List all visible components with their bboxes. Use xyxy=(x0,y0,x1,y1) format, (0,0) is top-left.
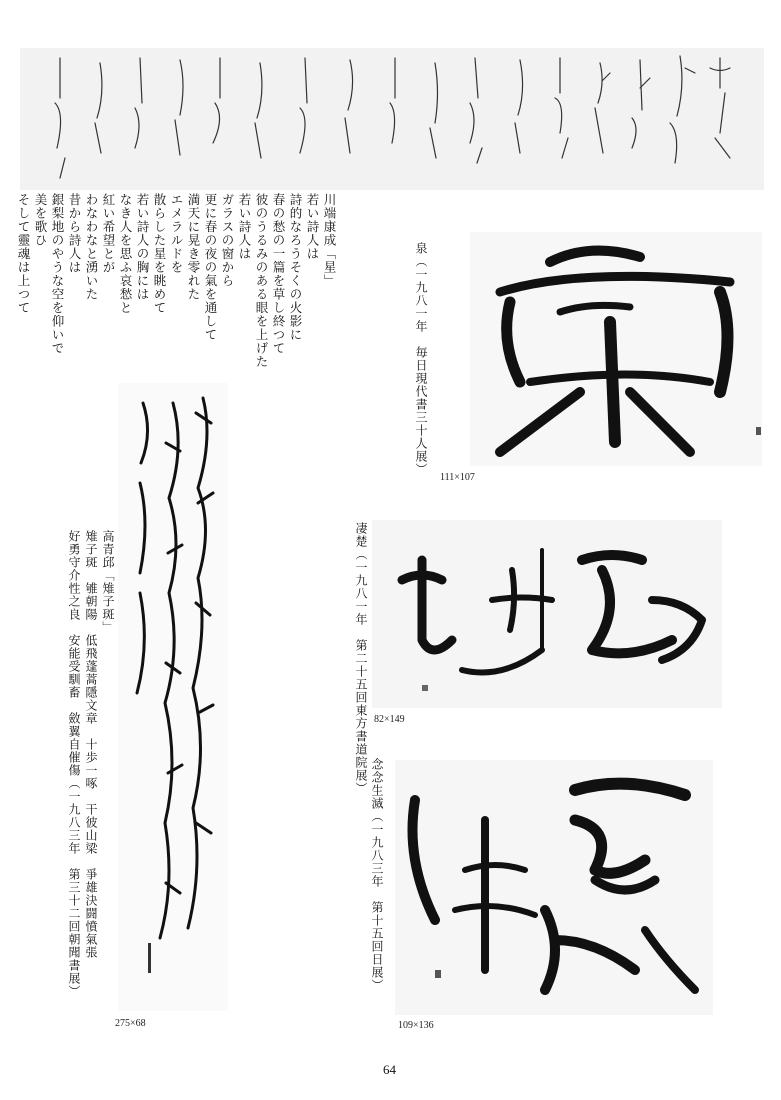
izumi-strokes xyxy=(470,232,762,466)
nennen-calligraphy-image xyxy=(395,760,713,1015)
izumi-caption: 泉（一九八一年 毎日現代書三十人展） xyxy=(414,242,428,476)
takamura-caption-line: 雉子斑 雊朝陽 低飛蓬蒿隱文章 十歩一啄 干彼山梁 爭雄決闘憤氣張 xyxy=(84,530,98,959)
izumi-calligraphy-image xyxy=(470,232,762,466)
seiso-calligraphy-image xyxy=(372,520,722,708)
poem-line: そして靈魂は上つて xyxy=(16,193,31,315)
poem-line: 更に春の夜の氣を通して xyxy=(203,193,218,342)
poem-line: 昔から詩人は xyxy=(67,193,82,274)
nennen-size: 109×136 xyxy=(398,1020,434,1031)
takamura-caption-line: 好勇守介性之良 安能受馴畜 斂翼自催傷（一九八三年 第三十二回朝聞書展） xyxy=(67,530,81,998)
takamura-caption-block xyxy=(65,530,116,998)
poem-author-title: 川端康成「星」 xyxy=(322,193,337,288)
poem-line: エメラルドを xyxy=(169,193,184,274)
izumi-size: 111×107 xyxy=(440,472,475,483)
handwritten-poem-image xyxy=(20,48,764,190)
poem-line: 彼のうるみのある眼を上げた xyxy=(254,193,269,369)
poem-line: なき人を思ふ哀愁と xyxy=(118,193,133,315)
poem-line: 詩的なろうそくの火影に xyxy=(288,193,303,342)
poem-line: 若い詩人は xyxy=(237,193,252,261)
poem-line: 若い詩人は xyxy=(305,193,320,261)
poem-line: 紅い希望とが xyxy=(101,193,116,274)
seiso-caption: 凄楚（一九八一年 第二十五回東方書道院展） xyxy=(354,522,368,795)
poem-line: ガラスの窗から xyxy=(220,193,235,288)
takamura-caption-line: 高青邱「雉子斑」 xyxy=(101,530,115,634)
nennen-caption: 念念生滅（一九八三年 第十五回日展） xyxy=(370,758,384,992)
takamura-size: 275×68 xyxy=(115,1018,146,1029)
takamura-strokes xyxy=(118,383,228,1011)
poem-line: わなわなと湧いた xyxy=(84,193,99,301)
poem-line: 美を歌ひ xyxy=(33,193,48,247)
poem-line: 若い詩人の胸には xyxy=(135,193,150,301)
seiso-size: 82×149 xyxy=(374,714,405,725)
poem-line: 満天に晃き零れた xyxy=(186,193,201,301)
seiso-strokes xyxy=(372,520,722,708)
handwriting-strokes xyxy=(20,48,764,190)
poem-line: 春の愁の一篇を草し終つて xyxy=(271,193,286,355)
nennen-strokes xyxy=(395,760,713,1015)
takamura-calligraphy-image xyxy=(118,383,228,1011)
poem-line: 銀梨地のやうな空を仰いで xyxy=(50,193,65,355)
poem-line: 散らした星を眺めて xyxy=(152,193,167,315)
page-number: 64 xyxy=(383,1062,396,1077)
